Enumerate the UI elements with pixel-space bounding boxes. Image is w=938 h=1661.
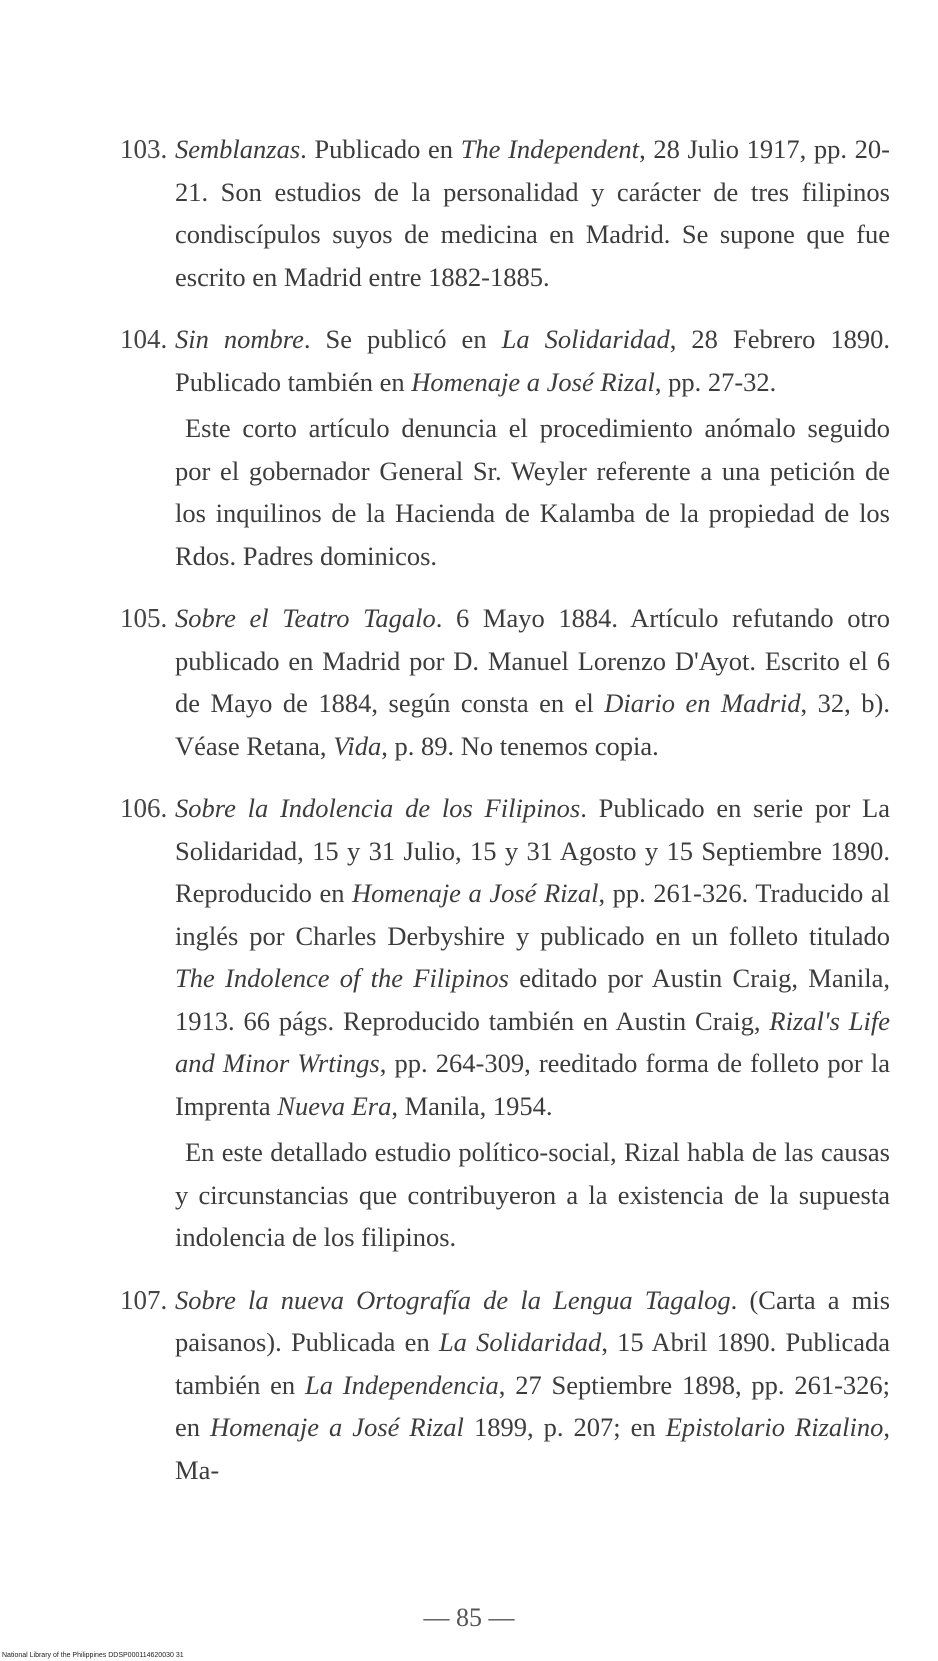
entry-text: , Manila, 1954. bbox=[391, 1090, 553, 1121]
italic-title: Rizal's Life and Minor Wrtings bbox=[175, 1005, 890, 1078]
entry-paragraph bbox=[175, 597, 890, 767]
entry-text: , 28 Febrero 1890. Publicado también en bbox=[175, 324, 891, 397]
entry-paragraph bbox=[175, 1131, 890, 1259]
bibliography-entry bbox=[120, 318, 890, 577]
italic-title: The Independent bbox=[460, 134, 640, 164]
entry-text: En este detallado estudio político-social, Rizal habla de las causas y circunstancias que contribuyeron a la existencia de la supuesta indolencia de los filipinos. bbox=[175, 1137, 890, 1252]
entry-text: , 28 Julio 1917, pp. 20-21. Son estudios de la personalidad y carácter de tres filipinos condiscípulos suyos de medicina en Madrid. Se supone que fue escrito en Madrid entre 1882-1885. bbox=[175, 134, 890, 292]
entry-text: . Se publicó en bbox=[303, 324, 502, 354]
entry-text: . Publicado en bbox=[300, 134, 461, 164]
italic-title: Semblanzas bbox=[175, 134, 301, 164]
entry-text: . (Carta a mis paisanos). Publicada en bbox=[175, 1284, 891, 1357]
italic-title: Homenaje a José Rizal bbox=[210, 1412, 464, 1442]
italic-title: Sin nombre bbox=[175, 324, 304, 354]
bibliography-entry bbox=[120, 128, 890, 298]
entry-text: , pp. 27-32. bbox=[654, 366, 777, 397]
bibliography-entry bbox=[120, 787, 890, 1259]
entry-number: 105. bbox=[120, 603, 168, 633]
italic-title: Epistolario Rizalino bbox=[665, 1412, 884, 1442]
entry-list bbox=[120, 128, 890, 1511]
bibliography-entry bbox=[120, 597, 890, 767]
entry-number: 103. bbox=[120, 134, 168, 164]
entry-text: editado por Austin Craig, Manila, 1913. 66 págs. Reproducido también en Austin Craig, bbox=[175, 963, 890, 1036]
entry-text: . 6 Mayo 1884. Artículo refutando otro publicado en Madrid por D. Manuel Lorenzo D'Ayot. Escrito el 6 de Mayo de 1884, según consta en el bbox=[175, 603, 890, 718]
italic-title: La Solidaridad bbox=[438, 1327, 602, 1357]
entry-text: Este corto artículo denuncia el procedimiento anómalo seguido por el gobernador General Sr. Weyler referente a una petición de los inquilinos de la Hacienda de Kalamba de la propiedad de los Rdos. Padres dominicos. bbox=[175, 413, 890, 571]
entry-text: , pp. 264-309, reeditado forma de folleto por la Imprenta bbox=[175, 1048, 890, 1121]
italic-title: Homenaje a José Rizal bbox=[411, 366, 655, 397]
entry-number: 106. bbox=[120, 793, 168, 823]
bibliography-entry bbox=[120, 1279, 890, 1492]
italic-title: Sobre la nueva Ortografía de la Lengua Tagalog bbox=[175, 1284, 731, 1315]
entry-text: , Ma- bbox=[175, 1412, 890, 1485]
entry-number: 104. bbox=[120, 324, 168, 354]
entry-text: , p. 89. No tenemos copia. bbox=[381, 730, 659, 761]
entry-text: , 27 Septiembre 1898, pp. 261-326; en bbox=[175, 1369, 891, 1442]
entry-text: , 15 Abril 1890. Publicada también en bbox=[175, 1327, 890, 1400]
entry-text: . Publicado en serie por La Solidaridad, 15 y 31 Julio, 15 y 31 Agosto y 15 Septiembre 1890. Reproducido en bbox=[175, 793, 890, 908]
scan-footer: National Library of the Philippines DDSP000114620030 31 bbox=[2, 1652, 184, 1659]
italic-title: La Solidaridad bbox=[501, 324, 670, 354]
entry-paragraph bbox=[175, 318, 890, 403]
italic-title: Diario en Madrid bbox=[604, 688, 801, 718]
page-number: — 85 — bbox=[423, 1603, 515, 1632]
entry-paragraph bbox=[175, 1279, 890, 1492]
italic-title: The Indolence of the Filipinos bbox=[175, 963, 509, 993]
italic-title: Vida bbox=[333, 730, 382, 761]
italic-title: Homenaje a José Rizal bbox=[352, 878, 599, 908]
entry-text: 1899, p. 207; en bbox=[463, 1412, 666, 1442]
entry-paragraph bbox=[175, 128, 890, 298]
entry-paragraph bbox=[175, 787, 890, 1127]
entry-number: 107. bbox=[120, 1284, 168, 1315]
entry-paragraph bbox=[175, 407, 890, 577]
entry-text: , pp. 261-326. Traducido al inglés por Charles Derbyshire y publicado en un folleto titulado bbox=[175, 878, 890, 951]
italic-title: Sobre la Indolencia de los Filipinos bbox=[175, 793, 581, 823]
italic-title: Nueva Era bbox=[277, 1090, 392, 1121]
italic-title: Sobre el Teatro Tagalo bbox=[175, 603, 436, 633]
italic-title: La Independencia bbox=[304, 1369, 499, 1400]
entry-text: , 32, b). Véase Retana, bbox=[175, 688, 891, 761]
